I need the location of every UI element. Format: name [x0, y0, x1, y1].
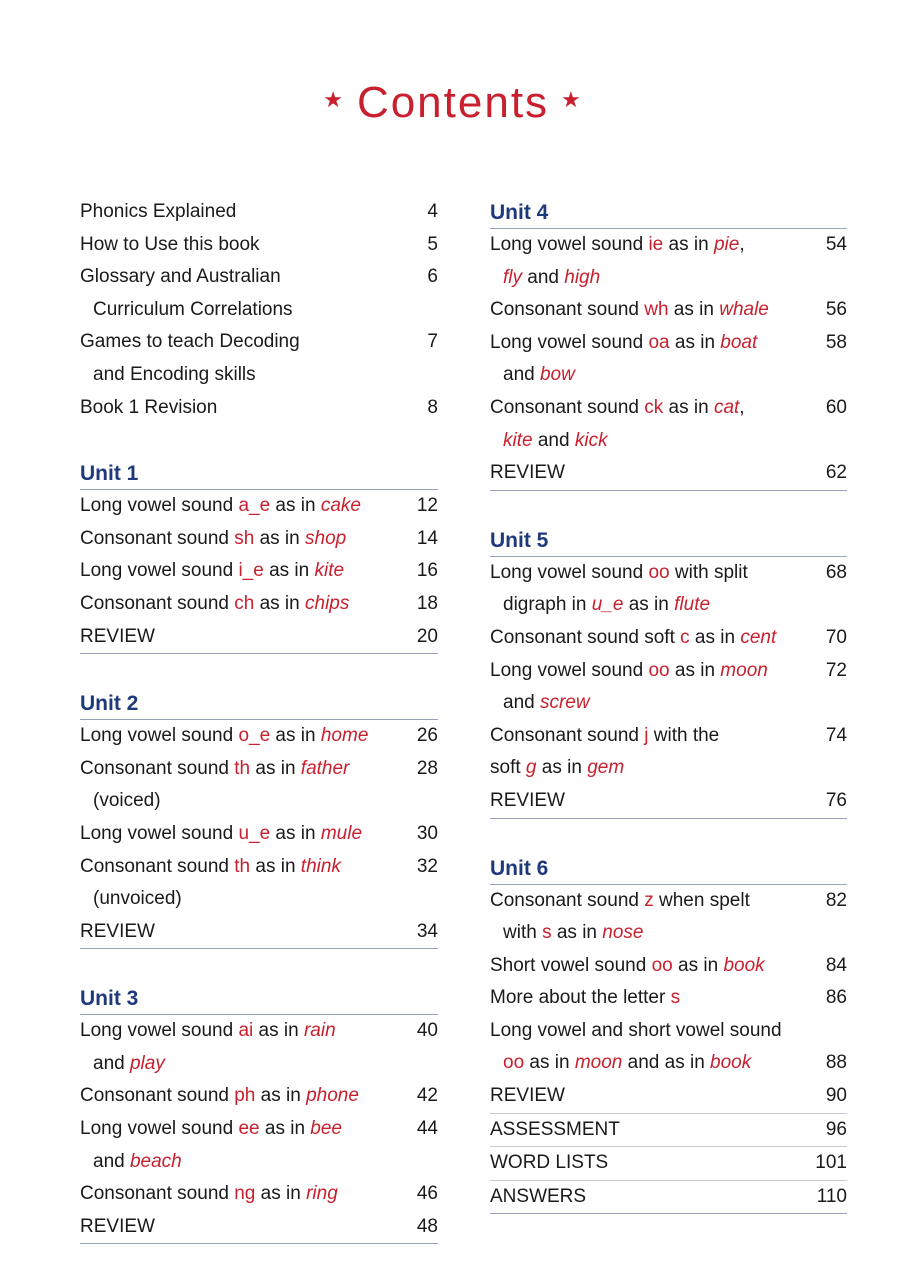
page-number: 40 — [416, 1020, 438, 1042]
entry-text — [490, 294, 799, 327]
entry-text-segment: WORD LISTS — [490, 1152, 609, 1174]
entry-text-segment: REVIEW — [490, 462, 565, 484]
phonics-highlight: beach — [129, 1150, 182, 1172]
entry-text-segment: REVIEW — [80, 920, 155, 942]
entry-text — [490, 229, 799, 262]
entry-text — [490, 359, 799, 392]
entry-text — [80, 1113, 390, 1146]
entry-text — [490, 457, 799, 490]
entry-text-segment: (voiced) — [93, 790, 161, 812]
entry-text-segment: Long vowel sound — [490, 659, 649, 681]
entry-text — [490, 557, 799, 590]
page-number: 101 — [815, 1152, 847, 1174]
toc-entry[interactable] — [490, 1015, 847, 1080]
entry-text-segment: Long vowel sound — [80, 725, 239, 747]
toc-entry[interactable] — [80, 1211, 438, 1245]
phonics-highlight: moon — [720, 659, 768, 681]
page-number: 44 — [416, 1118, 438, 1140]
entry-text-segment: as in — [253, 1020, 304, 1042]
phonics-highlight: oo — [503, 1052, 525, 1074]
entry-text-segment: (unvoiced) — [93, 888, 182, 910]
entry-text-segment: Long vowel sound — [490, 561, 649, 583]
entry-text-segment: REVIEW — [490, 1085, 565, 1107]
phonics-highlight: u_e — [238, 822, 271, 844]
page-number: 12 — [416, 495, 438, 517]
entry-text-segment: Consonant sound — [80, 1085, 235, 1107]
toc-entry[interactable] — [490, 785, 847, 819]
entry-text-segment: as in — [669, 331, 721, 353]
toc-entry[interactable] — [80, 261, 438, 326]
toc-entry[interactable] — [80, 555, 438, 588]
page-number: 30 — [416, 822, 438, 844]
unit-heading: Unit 3 — [80, 982, 438, 1015]
entry-text — [80, 294, 390, 327]
entry-text-segment: Long vowel sound — [80, 1020, 239, 1042]
toc-entry[interactable] — [80, 1178, 438, 1211]
star-icon: ★ — [323, 87, 345, 112]
toc-entry[interactable] — [80, 1080, 438, 1113]
entry-text — [490, 982, 799, 1015]
entry-text-segment: and — [532, 429, 575, 451]
entry-text-segment: REVIEW — [80, 1215, 155, 1237]
phonics-highlight: wh — [644, 299, 669, 321]
entry-text-segment: Consonant sound soft — [490, 626, 681, 648]
entry-text-segment: as in — [524, 1052, 575, 1074]
toc-entry[interactable] — [80, 916, 438, 950]
phonics-highlight: u_e — [591, 594, 624, 616]
phonics-highlight: ee — [238, 1118, 260, 1140]
phonics-highlight: bee — [310, 1118, 342, 1140]
phonics-highlight: whale — [719, 299, 769, 321]
entry-text-segment: as in — [668, 299, 720, 321]
entry-text-segment: REVIEW — [490, 789, 565, 811]
phonics-highlight: i_e — [238, 560, 264, 582]
phonics-highlight: oo — [648, 561, 670, 583]
toc-entry[interactable] — [490, 1147, 847, 1181]
page-title — [0, 78, 906, 128]
contents-column-right — [490, 196, 847, 1214]
entry-text-segment: as in — [270, 822, 321, 844]
page-number: 74 — [825, 724, 847, 746]
section-gap — [80, 654, 438, 687]
entry-text — [490, 425, 799, 458]
page-number: 84 — [825, 954, 847, 976]
toc-entry[interactable] — [80, 392, 438, 425]
entry-text — [80, 1146, 390, 1179]
page-number: 42 — [416, 1085, 438, 1107]
phonics-highlight: moon — [574, 1052, 623, 1074]
entry-text — [80, 392, 390, 425]
phonics-highlight: cat — [713, 396, 740, 418]
entry-text-segment: Long vowel sound — [80, 822, 239, 844]
entry-text-segment: How to Use this book — [80, 233, 260, 255]
page-number: 72 — [825, 659, 847, 681]
phonics-highlight: bow — [539, 364, 575, 386]
phonics-highlight: c — [680, 626, 690, 648]
entry-text — [80, 490, 390, 523]
entry-text-segment: Consonant sound — [490, 889, 645, 911]
phonics-highlight: phone — [306, 1085, 359, 1107]
page-number: 56 — [825, 299, 847, 321]
toc-entry[interactable] — [80, 818, 438, 851]
phonics-highlight: high — [564, 266, 601, 288]
phonics-highlight: kick — [574, 429, 608, 451]
entry-text — [80, 818, 390, 851]
page-number: 26 — [416, 725, 438, 747]
entry-text — [490, 720, 799, 753]
phonics-highlight: shop — [305, 527, 347, 549]
section-gap — [490, 819, 847, 852]
entry-text-segment: as in — [689, 626, 741, 648]
entry-text — [490, 622, 799, 655]
phonics-highlight: oa — [648, 331, 670, 353]
entry-text-segment: with the — [648, 724, 720, 746]
phonics-highlight: book — [710, 1052, 752, 1074]
page-number: 86 — [825, 987, 847, 1009]
phonics-highlight: oo — [648, 659, 670, 681]
entry-text-segment: Consonant sound — [80, 527, 235, 549]
page-number: 88 — [825, 1052, 847, 1074]
toc-entry[interactable] — [80, 588, 438, 621]
phonics-highlight: play — [129, 1052, 165, 1074]
phonics-highlight: gem — [587, 757, 625, 779]
entry-text — [490, 589, 799, 622]
phonics-highlight: pie — [713, 234, 740, 255]
page-number: 46 — [416, 1183, 438, 1205]
toc-entry[interactable] — [490, 622, 847, 655]
entry-text-segment: Long vowel sound — [80, 1118, 239, 1140]
page-number: 8 — [427, 396, 438, 418]
phonics-highlight: g — [525, 757, 537, 779]
section-gap — [80, 949, 438, 982]
page-number: 16 — [416, 560, 438, 582]
entry-text-segment: Consonant sound — [490, 396, 645, 418]
toc-entry[interactable] — [80, 326, 438, 391]
entry-text-segment: and — [522, 266, 565, 288]
page-number: 96 — [825, 1118, 847, 1140]
entry-text-segment: and — [93, 1052, 130, 1074]
phonics-highlight: cake — [320, 495, 361, 517]
entry-text — [80, 1080, 390, 1113]
phonics-highlight: ring — [306, 1183, 338, 1205]
entry-text-segment: Book 1 Revision — [80, 396, 218, 418]
entry-text-segment: Curriculum Correlations — [93, 298, 293, 320]
page-number: 70 — [825, 626, 847, 648]
entry-text — [490, 917, 799, 950]
page-number: 62 — [825, 462, 847, 484]
toc-entry[interactable] — [490, 1080, 847, 1114]
phonics-highlight: sh — [234, 527, 255, 549]
entry-text-segment: Long vowel sound — [490, 234, 649, 255]
entry-text — [490, 1047, 799, 1080]
entry-text-segment: as in — [250, 757, 301, 779]
entry-text-segment: with — [503, 922, 543, 944]
entry-text-segment: ASSESSMENT — [490, 1118, 620, 1140]
page-number: 32 — [416, 855, 438, 877]
page-number: 54 — [825, 234, 847, 255]
entry-text — [80, 1015, 390, 1048]
entry-text-segment: Short vowel sound — [490, 954, 652, 976]
page-number: 4 — [427, 201, 438, 222]
entry-text-segment: Consonant sound — [80, 855, 235, 877]
entry-text-segment: with split — [669, 561, 748, 583]
entry-text-segment: as in — [536, 757, 588, 779]
entry-text — [80, 196, 390, 229]
page-number: 60 — [825, 396, 847, 418]
entry-text — [80, 326, 390, 359]
phonics-highlight: boat — [720, 331, 758, 353]
entry-text — [490, 785, 799, 818]
entry-text-segment: as in — [669, 659, 721, 681]
phonics-highlight: ai — [238, 1020, 254, 1042]
toc-entry[interactable] — [80, 196, 438, 229]
phonics-highlight: ch — [234, 592, 255, 614]
toc-entry[interactable] — [490, 720, 847, 785]
toc-entry[interactable] — [80, 229, 438, 262]
unit-heading: Unit 6 — [490, 852, 847, 885]
entry-text — [490, 1015, 799, 1048]
page-number: 14 — [416, 527, 438, 549]
toc-entry[interactable] — [490, 557, 847, 622]
phonics-highlight: ck — [644, 396, 664, 418]
phonics-highlight: kite — [314, 560, 345, 582]
entry-text-segment: and — [503, 692, 540, 714]
star-icon: ★ — [561, 87, 583, 112]
unit-heading: Unit 5 — [490, 524, 847, 557]
entry-text — [80, 229, 390, 262]
phonics-highlight: oo — [651, 954, 673, 976]
phonics-highlight: flute — [674, 594, 711, 616]
entry-text — [80, 916, 390, 949]
phonics-highlight: s — [670, 987, 681, 1009]
page-number: 90 — [825, 1085, 847, 1107]
entry-text-segment: and as in — [622, 1052, 711, 1074]
toc-entry[interactable] — [80, 720, 438, 753]
entry-text — [490, 327, 799, 360]
entry-text-segment: Consonant sound — [80, 1183, 235, 1205]
phonics-highlight: nose — [602, 922, 644, 944]
page-number: 110 — [816, 1185, 847, 1207]
entry-text — [80, 1178, 390, 1211]
entry-text-segment: as in — [255, 1085, 307, 1107]
entry-text — [490, 392, 799, 425]
toc-entry[interactable] — [80, 523, 438, 556]
toc-entry[interactable] — [490, 1114, 847, 1148]
entry-text — [490, 1181, 799, 1214]
toc-entry[interactable] — [490, 1181, 847, 1215]
entry-text-segment: Consonant sound — [80, 757, 235, 779]
toc-entry[interactable] — [80, 1015, 438, 1080]
phonics-highlight: mule — [320, 822, 363, 844]
toc-entry[interactable] — [80, 851, 438, 916]
unit-heading: Unit 4 — [490, 196, 847, 229]
toc-entry[interactable] — [80, 1113, 438, 1178]
entry-text — [80, 753, 390, 786]
entry-text — [490, 262, 799, 295]
page-number: 20 — [416, 625, 438, 647]
toc-entry[interactable] — [490, 982, 847, 1015]
entry-text — [80, 359, 390, 392]
phonics-highlight: s — [542, 922, 552, 944]
section-gap — [490, 491, 847, 524]
page-number: 5 — [427, 233, 438, 255]
page-number: 76 — [825, 789, 847, 811]
entry-text-segment: and — [503, 364, 540, 386]
entry-text-segment: as in — [259, 1118, 311, 1140]
phonics-highlight: father — [300, 757, 350, 779]
toc-entry[interactable] — [490, 229, 847, 294]
entry-text — [80, 883, 390, 916]
phonics-highlight: chips — [305, 592, 350, 614]
entry-text — [80, 621, 390, 654]
phonics-highlight: screw — [539, 692, 590, 714]
entry-text-segment: REVIEW — [80, 625, 155, 647]
entry-text — [80, 720, 390, 753]
page-number: 7 — [427, 331, 438, 353]
entry-text-segment: Glossary and Australian — [80, 266, 281, 288]
page-number: 6 — [427, 266, 438, 288]
unit-heading: Unit 2 — [80, 687, 438, 720]
entry-text-segment: , — [739, 396, 745, 418]
phonics-highlight: th — [234, 757, 251, 779]
entry-text-segment: ANSWERS — [490, 1185, 587, 1207]
entry-text-segment: as in — [663, 396, 714, 418]
entry-text-segment: as in — [663, 234, 714, 255]
toc-entry[interactable] — [490, 950, 847, 983]
page-number: 48 — [416, 1215, 438, 1237]
entry-text-segment: and Encoding skills — [93, 363, 256, 385]
toc-entry[interactable] — [490, 294, 847, 327]
entry-text — [80, 261, 390, 294]
entry-text — [490, 1080, 799, 1113]
entry-text — [80, 851, 390, 884]
entry-text-segment: as in — [623, 594, 675, 616]
entry-text — [80, 1211, 390, 1244]
phonics-highlight: fly — [503, 266, 522, 288]
entry-text-segment: Consonant sound — [490, 724, 645, 746]
entry-text — [490, 1114, 799, 1147]
entry-text-segment: , — [739, 234, 745, 255]
entry-text-segment: Consonant sound — [490, 299, 645, 321]
phonics-highlight: a_e — [238, 495, 271, 517]
page-number: 28 — [416, 757, 438, 779]
page-number: 34 — [416, 920, 438, 942]
entry-text — [490, 687, 799, 720]
entry-text — [80, 588, 390, 621]
entry-text-segment: when spelt — [653, 889, 750, 911]
toc-entry[interactable] — [80, 490, 438, 523]
toc-entry[interactable] — [490, 655, 847, 720]
entry-text-segment: digraph in — [503, 594, 592, 616]
entry-text-segment: soft — [490, 757, 526, 779]
entry-text-segment: Long vowel sound — [80, 495, 239, 517]
entry-text-segment: as in — [255, 1183, 307, 1205]
entry-text — [80, 1048, 390, 1081]
entry-text — [80, 523, 390, 556]
phonics-highlight: ie — [648, 234, 664, 255]
page-number: 58 — [825, 331, 847, 353]
entry-text-segment: as in — [250, 855, 301, 877]
entry-text — [490, 950, 799, 983]
toc-entry[interactable] — [490, 392, 847, 457]
entry-text — [490, 655, 799, 688]
entry-text-segment: Games to teach Decoding — [80, 331, 300, 353]
entry-text-segment: Long vowel sound — [490, 331, 649, 353]
entry-text-segment: Long vowel sound — [80, 560, 239, 582]
phonics-highlight: o_e — [238, 725, 271, 747]
entry-text-segment: as in — [672, 954, 724, 976]
phonics-highlight: rain — [303, 1020, 336, 1042]
phonics-highlight: home — [320, 725, 369, 747]
section-gap — [80, 424, 438, 457]
entry-text-segment: and — [93, 1150, 130, 1172]
phonics-highlight: th — [234, 855, 251, 877]
entry-text — [80, 555, 390, 588]
entry-text-segment: as in — [551, 922, 603, 944]
toc-entry[interactable] — [80, 621, 438, 655]
page-number: 18 — [416, 592, 438, 614]
phonics-highlight: j — [644, 724, 649, 746]
entry-text-segment: More about the letter — [490, 987, 671, 1009]
phonics-highlight: ng — [234, 1183, 256, 1205]
entry-text-segment: Long vowel and short vowel sound — [490, 1019, 782, 1041]
toc-entry[interactable] — [490, 327, 847, 392]
page-number: 68 — [825, 561, 847, 583]
phonics-highlight: kite — [503, 429, 533, 451]
entry-text — [490, 1147, 799, 1180]
entry-text-segment: as in — [263, 560, 315, 582]
toc-entry[interactable] — [490, 457, 847, 491]
entry-text — [490, 752, 799, 785]
entry-text-segment: Phonics Explained — [80, 201, 237, 222]
entry-text — [490, 885, 799, 918]
unit-heading: Unit 1 — [80, 457, 438, 490]
phonics-highlight: book — [723, 954, 765, 976]
title-text: Contents — [356, 78, 550, 127]
entry-text-segment: as in — [254, 527, 306, 549]
entry-text-segment: as in — [254, 592, 306, 614]
toc-entry[interactable] — [80, 753, 438, 818]
entry-text-segment: Consonant sound — [80, 592, 235, 614]
phonics-highlight: cent — [740, 626, 777, 648]
phonics-highlight: think — [300, 855, 341, 877]
entry-text-segment: as in — [270, 495, 321, 517]
toc-entry[interactable] — [490, 885, 847, 950]
entry-text-segment: as in — [270, 725, 321, 747]
entry-text — [80, 785, 390, 818]
phonics-highlight: z — [644, 889, 654, 911]
phonics-highlight: ph — [234, 1085, 256, 1107]
page-number: 82 — [825, 889, 847, 911]
contents-column-left — [80, 196, 438, 1244]
